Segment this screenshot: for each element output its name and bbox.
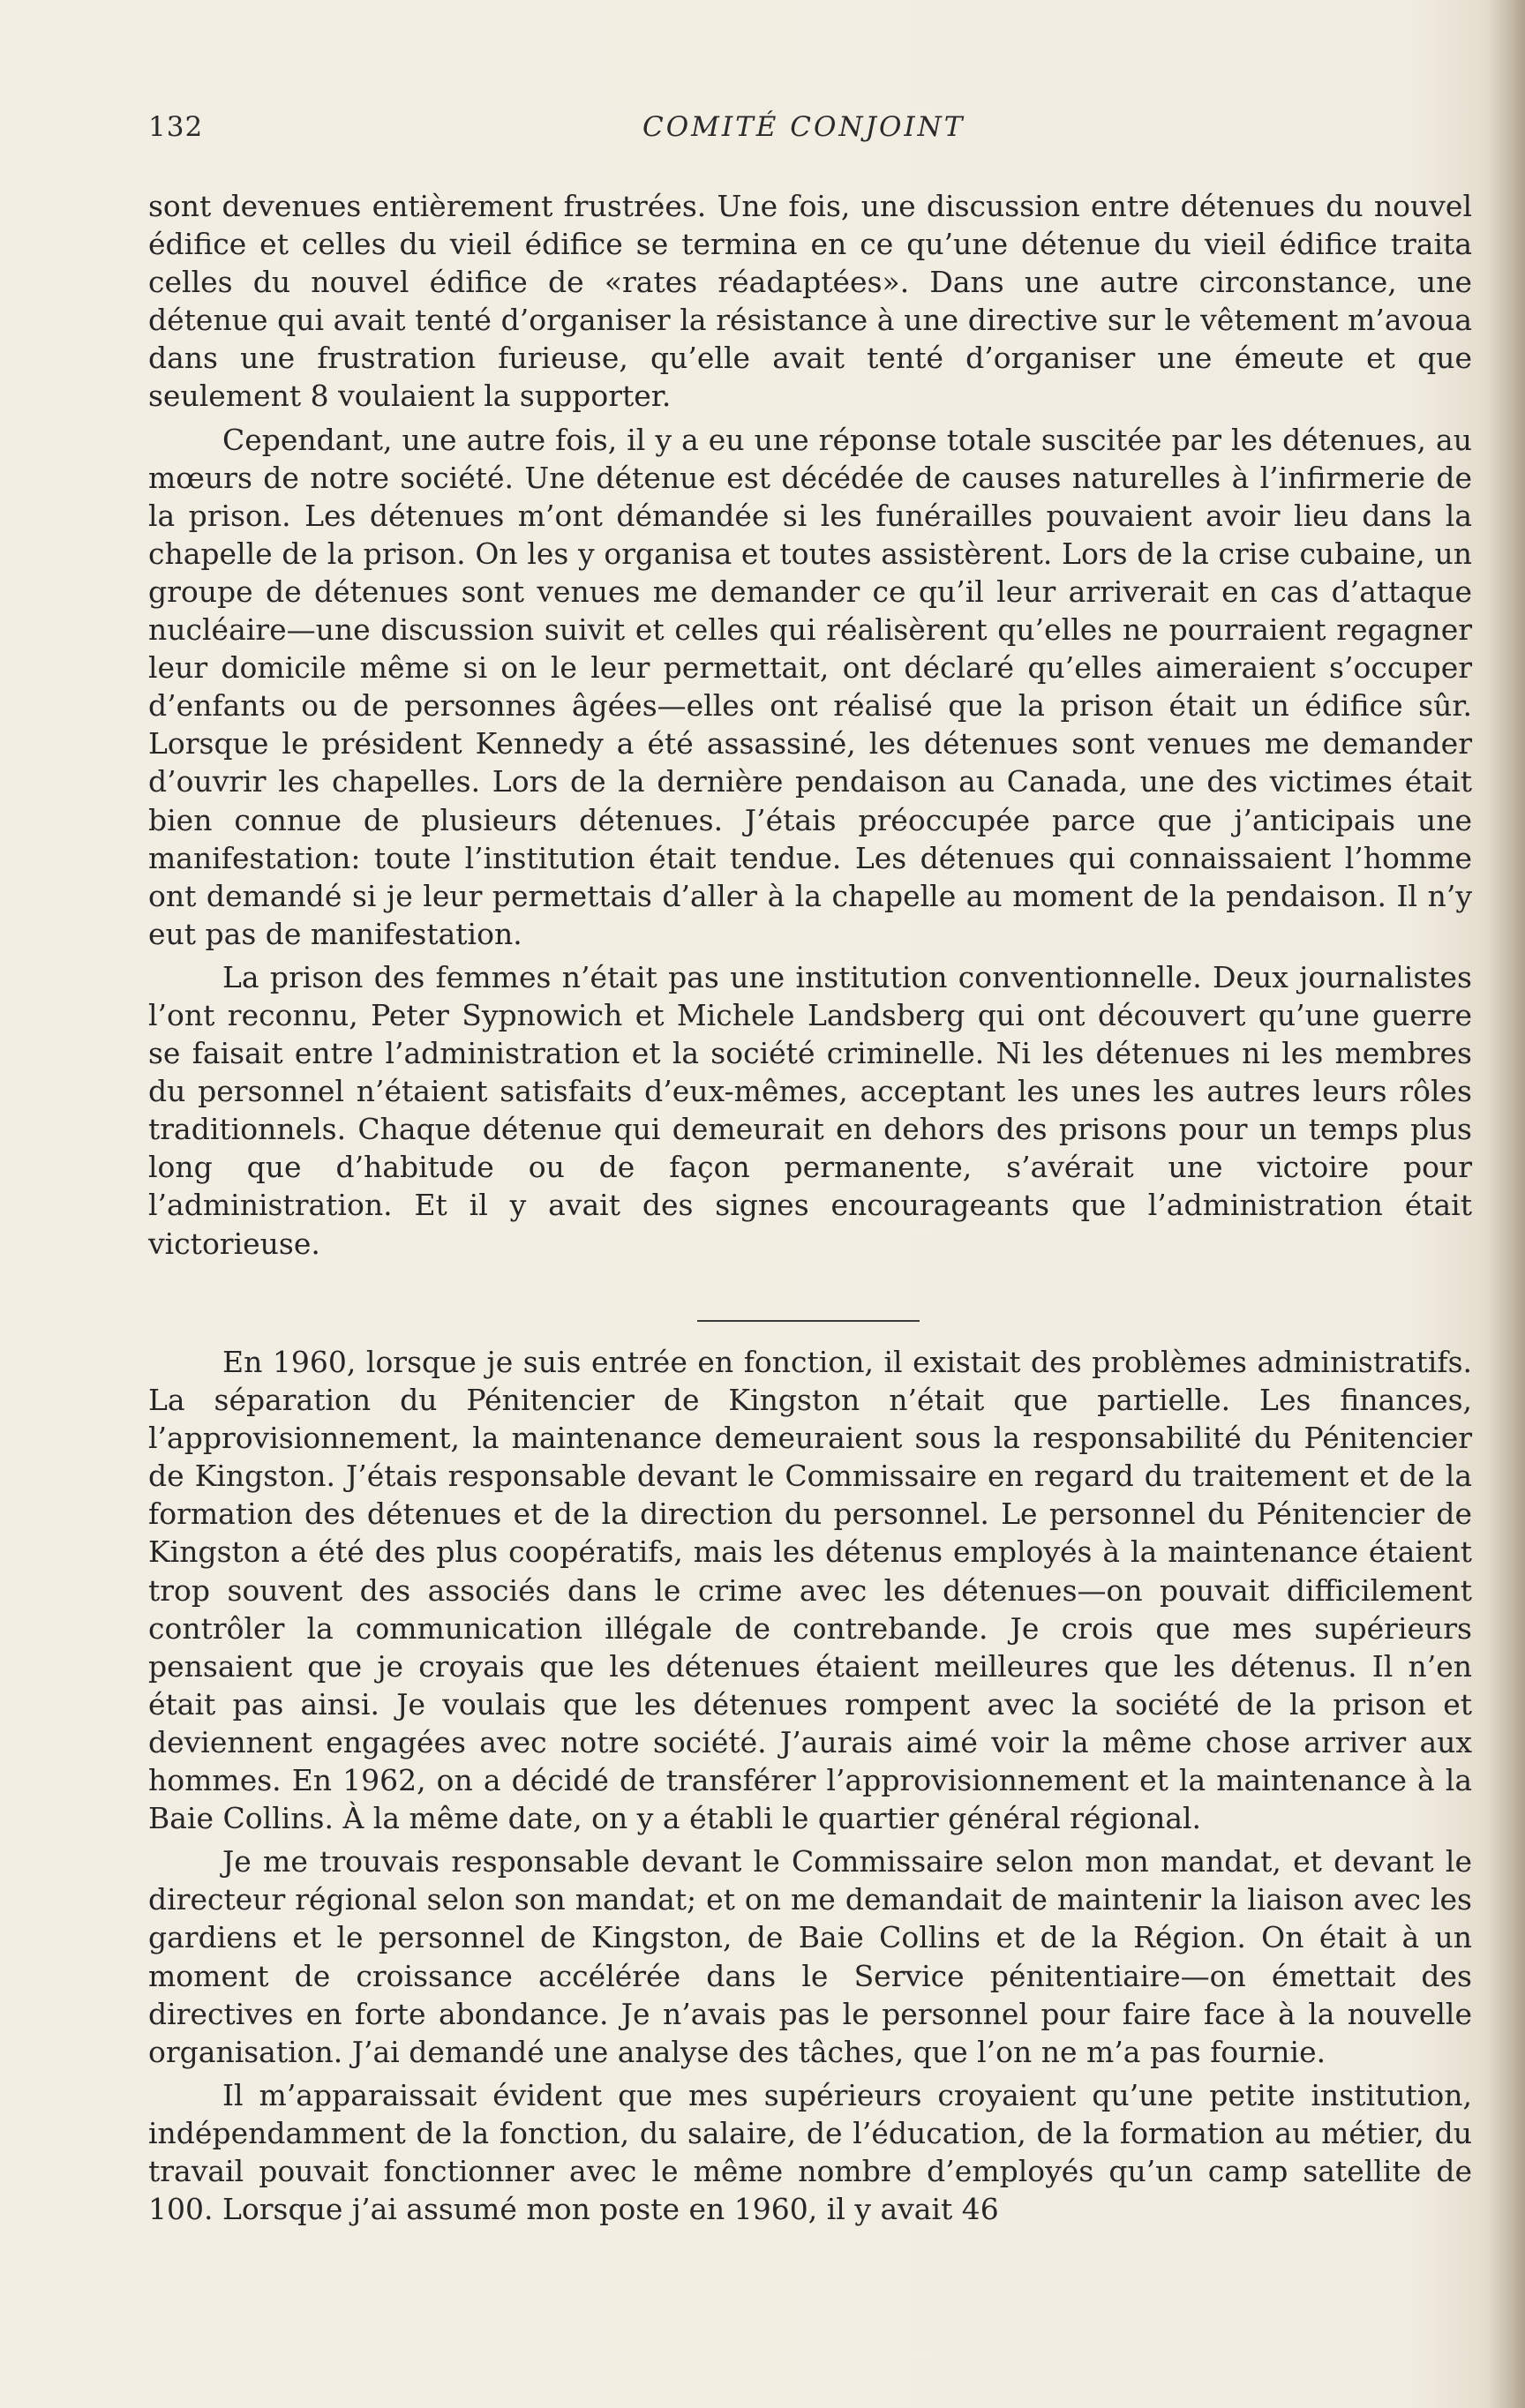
section-divider [697, 1320, 920, 1322]
running-title: COMITÉ CONJOINT [642, 111, 965, 143]
paragraph: La prison des femmes n’était pas une institution conventionnelle. Deux journalistes l’ont reconnu, Peter Sypnowich et Michele Landsberg qui ont découvert qu’une guerre se faisait entre l’administration et la société criminelle. Ni les détenues ni les membres du personnel n’étaient satisfaits d’eux-mêmes, acceptant les unes les autres leurs rôles traditionnels. Chaque détenue qui demeurait en dehors des prisons pour un temps plus long que d’habitude ou de façon permanente, s’avérait une victoire pour l’administration. Et il y avait des signes encourageants que l’administration était victorieuse. [148, 959, 1472, 1261]
page-header [148, 111, 1490, 152]
paragraph: Cependant, une autre fois, il y a eu une réponse totale suscitée par les détenues, au mœurs de notre société. Une détenue est décédée de causes naturelles à l’infirmerie de la prison. Les détenues m’ont démandée si les funérailles pouvaient avoir lieu dans la chapelle de la prison. On les y organisa et toutes assistèrent. Lors de la crise cubaine, un groupe de détenues sont venues me demander ce qu’il leur arriverait en cas d’attaque nucléaire—une discussion suivit et celles qui réalisèrent qu’elles ne pourraient regagner leur domicile même si on le leur permettait, ont déclaré qu’elles aimeraient s’occuper d’enfants ou de personnes âgées—elles ont réalisé que la prison était un édifice sûr. Lorsque le président Kennedy a été assassiné, les détenues sont venues me demander d’ouvrir les chapelles. Lors de la dernière pendaison au Canada, une des victimes était bien connue de plusieurs détenues. J’étais préoccupée parce que j’anticipais une manifestation: toute l’institution était tendue. Les détenues qui connaissaient l’homme ont demandé si je leur permettais d’aller à la chapelle au moment de la pendaison. Il n’y eut pas de manifestation. [148, 422, 1472, 951]
body-text-before-rule [148, 187, 1472, 1268]
binding-shadow [1490, 0, 1525, 2408]
paragraph: En 1960, lorsque je suis entrée en fonction, il existait des problèmes administratifs. La séparation du Pénitencier de Kingston n’était que partielle. Les finances, l’approvisionnement, la maintenance demeuraient sous la responsabilité du Pénitencier de Kingston. J’étais responsable devant le Commissaire en regard du traitement et de la formation des détenues et de la direction du personnel. Le personnel du Pénitencier de Kingston a été des plus coopératifs, mais les détenus employés à la maintenance étaient trop souvent des associés dans le crime avec les détenues—on pouvait difficilement contrôler la communication illégale de contrebande. Je crois que mes supérieurs pensaient que je croyais que les détenues étaient meilleures que les détenus. Il n’en était pas ainsi. Je voulais que les détenues rompent avec la société de la prison et deviennent engagées avec notre société. J’aurais aimé voir la même chose arriver aux hommes. En 1962, on a décidé de transférer l’approvisionnement et la maintenance à la Baie Collins. À la même date, on y a établi le quartier général régional. [148, 1345, 1472, 1836]
paragraph: Je me trouvais responsable devant le Commissaire selon mon mandat, et devant le directeur régional selon son mandat; et on me demandait de maintenir la liaison avec les gardiens et le personnel de Kingston, de Baie Collins et de la Région. On était à un moment de croissance accélérée dans le Service pénitentiaire—on émettait des directives en forte abondance. Je n’avais pas le personnel pour faire face à la nouvelle organisation. J’ai demandé une analyse des tâches, que l’on ne m’a pas fournie. [148, 1844, 1472, 2069]
paragraph: Il m’apparaissait évident que mes supérieurs croyaient qu’une petite institution, indépendamment de la fonction, du salaire, de l’éducation, de la formation au métier, du travail pouvait fonctionner avec le même nombre d’employés qu’un camp satellite de 100. Lorsque j’ai assumé mon poste en 1960, il y avait 46 [148, 2077, 1472, 2227]
body-text-after-rule [148, 1343, 1472, 2233]
page-number: 132 [148, 111, 204, 143]
paragraph: sont devenues entièrement frustrées. Une fois, une discussion entre détenues du nouvel édifice et celles du vieil édifice se termina en ce qu’une détenue du vieil édifice traita celles du nouvel édifice de «rates réadaptées». Dans une autre circonstance, une détenue qui avait tenté d’organiser la résistance à une directive sur le vêtement m’avoua dans une frustration furieuse, qu’elle avait tenté d’organiser une émeute et que seulement 8 voulaient la supporter. [148, 189, 1472, 414]
